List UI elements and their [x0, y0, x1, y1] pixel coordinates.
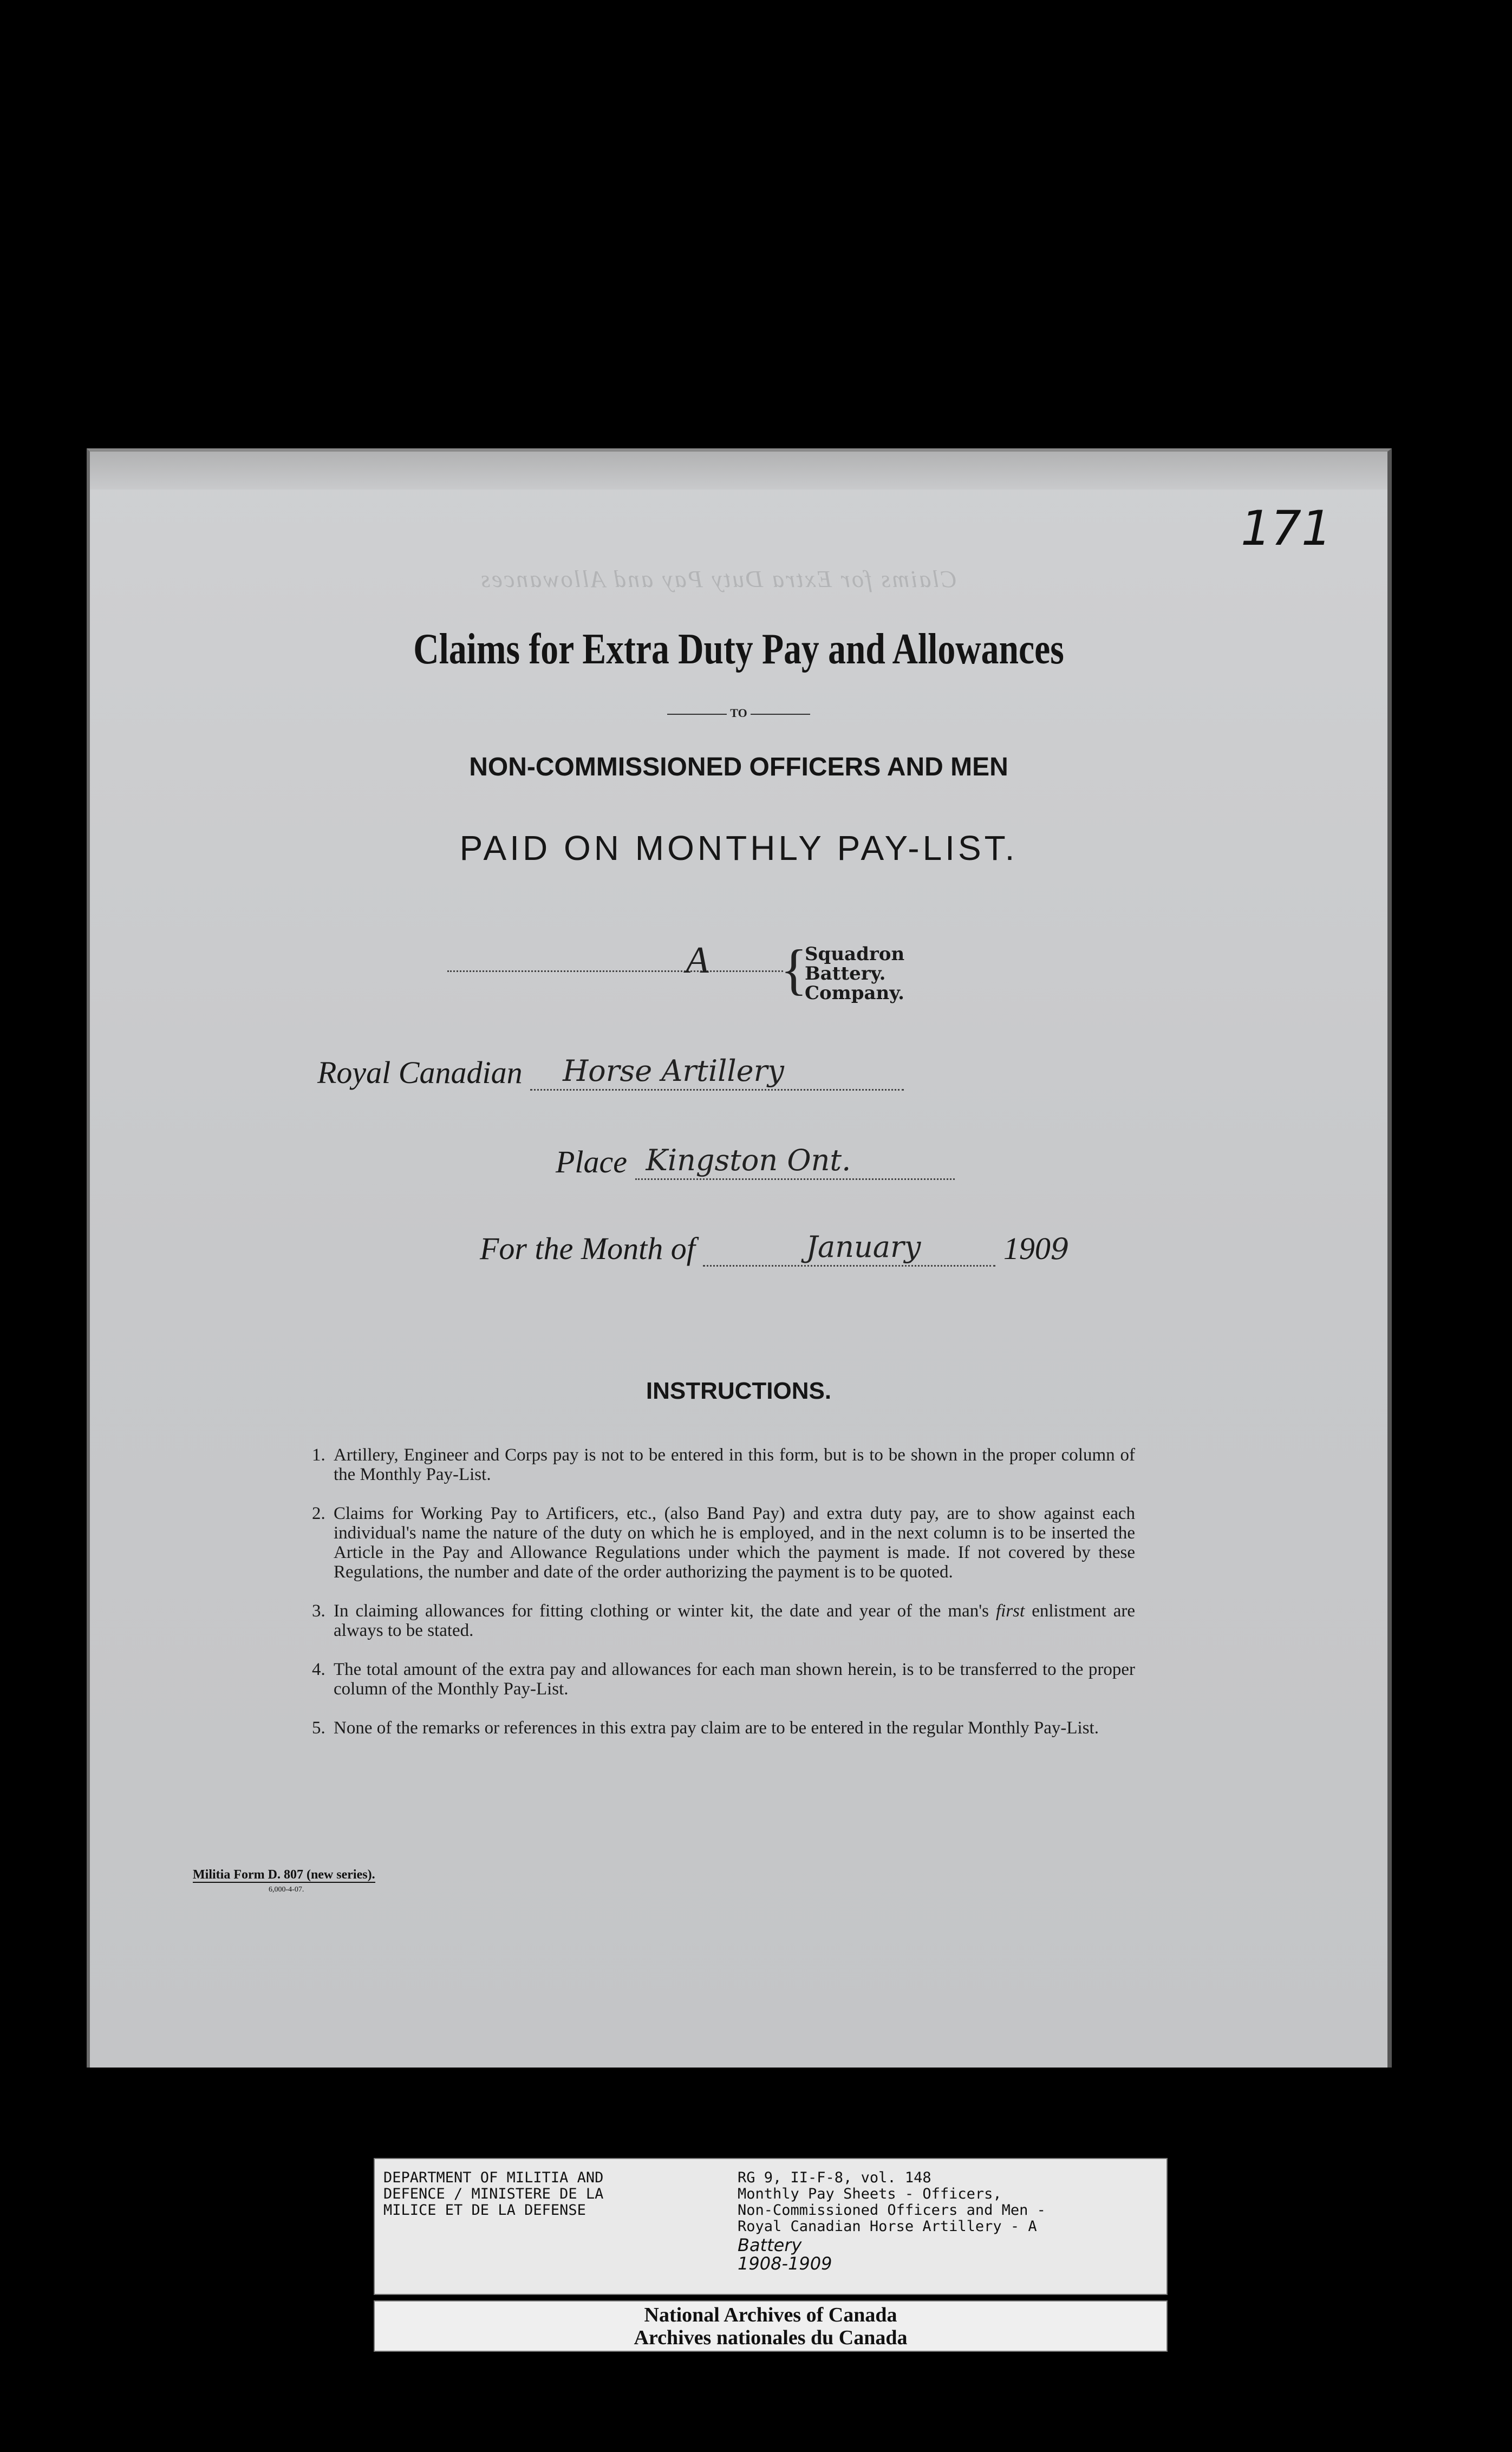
label-line: Non-Commissioned Officers and Men -: [738, 2202, 1046, 2219]
royal-canadian-field: [317, 1053, 904, 1091]
instructions-heading: INSTRUCTIONS.: [646, 1378, 832, 1404]
form-number-text: Militia Form D. 807 (new series).: [193, 1868, 375, 1882]
instruction-item: [312, 1718, 1135, 1738]
instruction-item: [312, 1445, 1135, 1484]
unit-option: Battery.: [805, 963, 886, 984]
year-prefix: 190: [1003, 1231, 1051, 1266]
unit-option: Squadron: [805, 943, 905, 965]
label-handwritten: 1908-1909: [738, 2253, 832, 2274]
label-line: RG 9, II-F-8, vol. 148: [738, 2169, 931, 2186]
form-print-run: 6,000-4-07.: [269, 1886, 304, 1894]
label-department: [383, 2170, 665, 2219]
page-number: 171: [1241, 500, 1332, 556]
instruction-number: 5.: [312, 1718, 325, 1738]
label-reference: [738, 2170, 1160, 2272]
royal-canadian-value: Horse Artillery: [563, 1054, 784, 1088]
instruction-number: 4.: [312, 1660, 325, 1679]
archives-line: National Archives of Canada: [644, 2304, 897, 2326]
form-number: [193, 1868, 375, 1894]
label-handwritten: Battery: [738, 2235, 802, 2255]
label-line: Monthly Pay Sheets - Officers,: [738, 2186, 1002, 2202]
to-label: TO: [730, 706, 747, 720]
instruction-text-part: enlistment are always to be stated.: [334, 1601, 1135, 1640]
instruction-text-part: In claiming allowances for fitting clothing or winter kit, the date and year of the man's: [334, 1601, 996, 1621]
month-value: January: [806, 1230, 921, 1264]
instruction-text: [334, 1601, 1135, 1640]
page-shadow: [90, 452, 1387, 490]
instruction-text: Artillery, Engineer and Corps pay is not to be entered in this form, but is to be shown in the proper column of the Monthly Pay-List.: [334, 1445, 1135, 1484]
instruction-item: [312, 1601, 1135, 1640]
form-title: Claims for Extra Duty Pay and Allowances: [413, 625, 1064, 673]
place-field: [556, 1142, 955, 1180]
instructions-list: [312, 1445, 1135, 1757]
unit-handwritten-value: A: [686, 940, 709, 981]
month-field: [480, 1229, 1069, 1267]
instruction-item: [312, 1504, 1135, 1582]
label-line: DEFENCE / MINISTERE DE LA: [383, 2186, 604, 2202]
instruction-item: [312, 1660, 1135, 1699]
archives-line: Archives nationales du Canada: [634, 2326, 908, 2349]
place-label: Place: [556, 1144, 628, 1179]
bleed-through-text: Claims for Extra Duty Pay and Allowances: [479, 566, 957, 592]
place-value: Kingston Ont.: [646, 1143, 851, 1177]
label-line: MILICE ET DE LA DEFENSE: [383, 2202, 586, 2219]
instruction-number: 3.: [312, 1601, 325, 1621]
subtitle-ncos: NON-COMMISSIONED OFFICERS AND MEN: [469, 753, 1008, 781]
label-line: DEPARTMENT OF MILITIA AND: [383, 2169, 604, 2186]
unit-dotted-line: [447, 970, 783, 972]
label-line: Royal Canadian Horse Artillery - A: [738, 2218, 1037, 2235]
unit-option: Company.: [805, 982, 904, 1004]
royal-canadian-line: [530, 1053, 904, 1091]
year-handwritten: 9: [1050, 1232, 1070, 1266]
brace-symbol: {: [780, 938, 807, 1001]
document-page: [87, 448, 1392, 2068]
month-line: [703, 1229, 995, 1267]
unit-options: [805, 944, 904, 1003]
instruction-text: None of the remarks or references in this extra pay claim are to be entered in the regular Monthly Pay-List.: [334, 1718, 1099, 1738]
royal-canadian-label: Royal Canadian: [317, 1055, 523, 1090]
place-line: [635, 1142, 955, 1180]
archive-reference-label: [374, 2158, 1168, 2295]
instruction-emphasis: first: [996, 1601, 1025, 1621]
instruction-number: 2.: [312, 1504, 325, 1523]
instruction-text: Claims for Working Pay to Artificers, etc., (also Band Pay) and extra duty pay, are to show against each individual's name the nature of the duty on which he is employed, and in the next column is to be inserted the Article in the Pay and Allowance Regulations under which the payment is made. If not covered by these Regulations, the number and date of the order authorizing the payment is to be quoted.: [334, 1504, 1135, 1582]
archives-banner: [374, 2300, 1168, 2352]
instruction-number: 1.: [312, 1445, 325, 1465]
subtitle-paid: PAID ON MONTHLY PAY-LIST.: [459, 829, 1018, 868]
to-divider: [90, 706, 1387, 720]
instruction-text: The total amount of the extra pay and allowances for each man shown herein, is to be transferred to the proper column of the Monthly Pay-List.: [334, 1660, 1135, 1699]
month-label: For the Month of: [480, 1231, 695, 1266]
unit-field: [447, 939, 1011, 1009]
